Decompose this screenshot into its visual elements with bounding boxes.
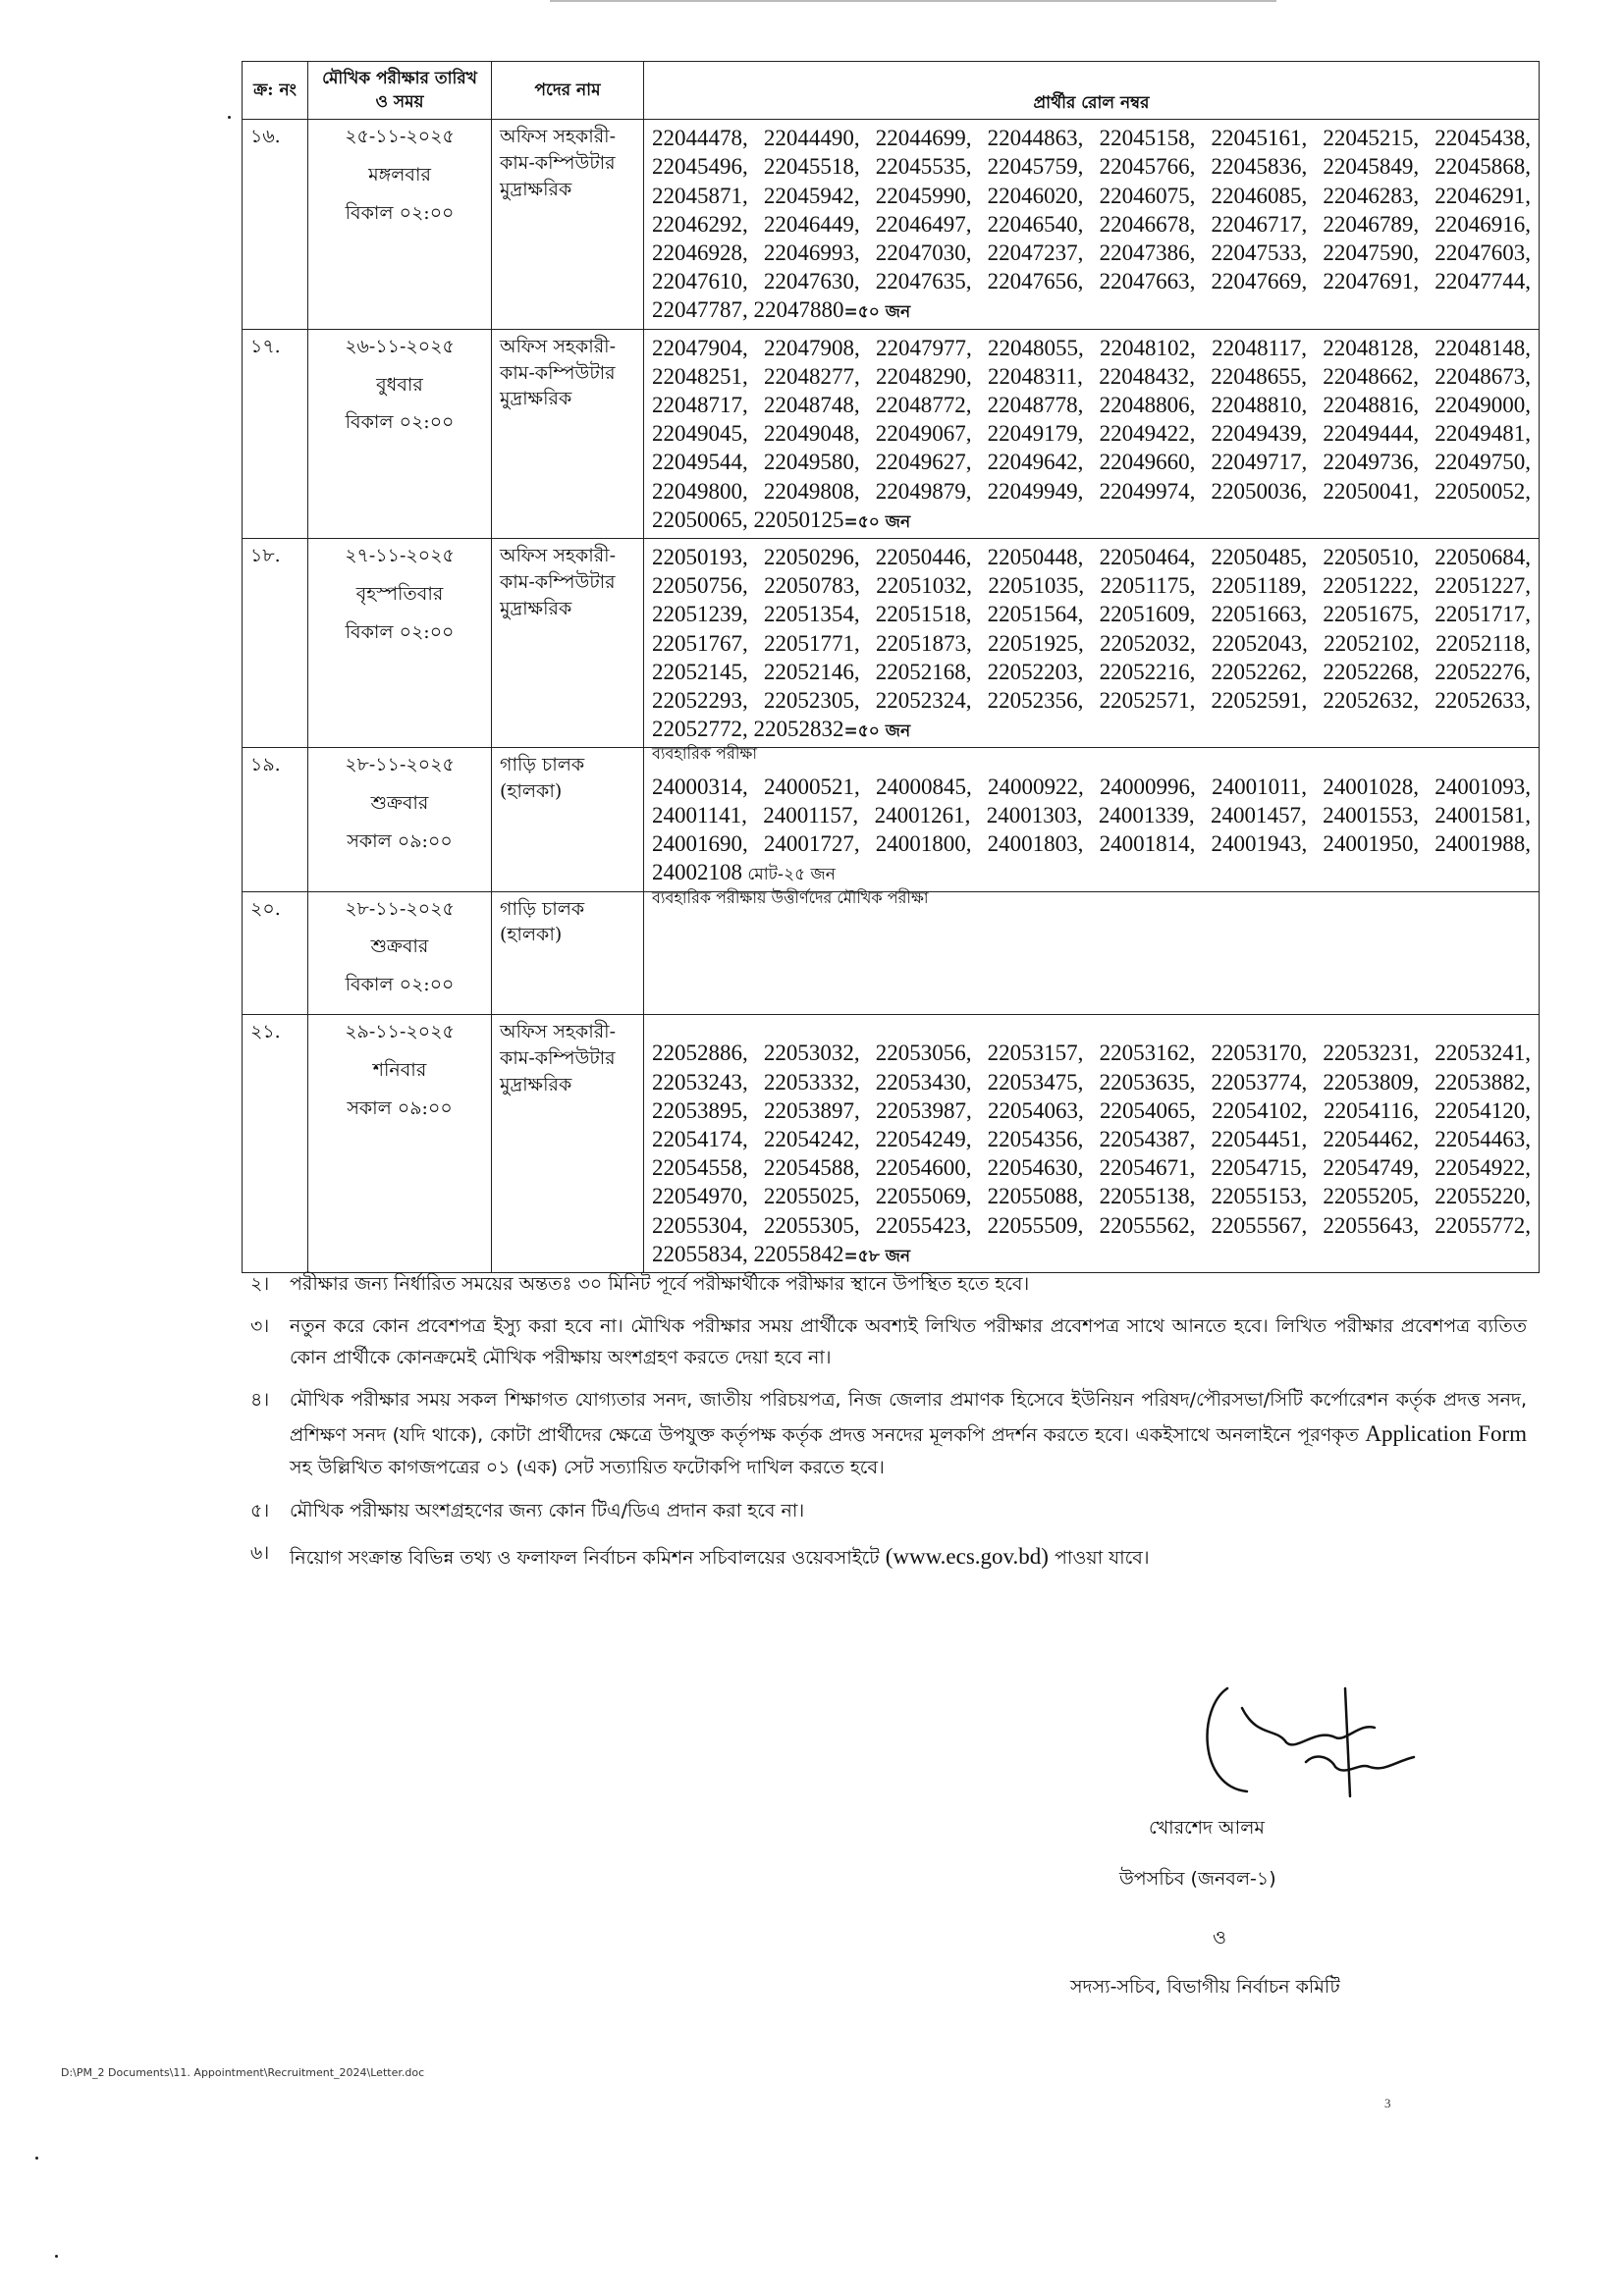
roll-total: মোট-২৫ জন xyxy=(742,865,836,885)
exam-date: ২৭-১১-২০২৫ xyxy=(345,544,455,566)
practical-exam-note: ব্যবহারিক পরীক্ষা xyxy=(652,744,757,764)
exam-date: ২৮-১১-২০২৫ xyxy=(345,897,455,920)
instruction-text xyxy=(290,1385,1527,1484)
header-post: পদের নাম xyxy=(492,62,644,120)
table-row xyxy=(243,120,1540,329)
serial-cell: ১৭. xyxy=(243,329,308,538)
instruction-item xyxy=(250,1538,1527,1575)
instruction-text: মৌখিক পরীক্ষায় অংশগ্রহণের জন্য কোন টিএ/ডিএ প্রদান করা হবে না। xyxy=(290,1499,805,1522)
instruction-text: পরীক্ষার জন্য নির্ধারিত সময়ের অন্ততঃ ৩০ মিনিট পূর্বে পরীক্ষার্থীকে পরীক্ষার স্থানে উপস্থিত হতে হবে। xyxy=(290,1273,1030,1295)
exam-date: ২৯-১১-২০২৫ xyxy=(345,1021,455,1043)
exam-time: বিকাল ০২:০০ xyxy=(345,411,455,434)
post-cell: অফিস সহকারী-কাম-কম্পিউটার মুদ্রাক্ষরিক xyxy=(492,329,644,538)
post-cell: অফিস সহকারী-কাম-কম্পিউটার মুদ্রাক্ষরিক xyxy=(492,538,644,747)
instruction-item xyxy=(250,1496,1527,1526)
scan-speck xyxy=(55,2255,58,2258)
exam-time: বিকাল ০২:০০ xyxy=(345,620,455,643)
post-cell: অফিস সহকারী-কাম-কম্পিউটার মুদ্রাক্ষরিক xyxy=(492,120,644,329)
exam-time: সকাল ০৯:০০ xyxy=(347,1097,453,1120)
instruction-text-part: সহ উল্লিখিত কাগজপত্রের ০১ (এক) সেট সত্যায়িত ফটোকপি দাখিল করতে হবে। xyxy=(290,1457,885,1479)
exam-time: সকাল ০৯:০০ xyxy=(347,830,453,853)
signatory-name: খোরশেদ আলম xyxy=(1149,1817,1265,1839)
rolls-cell xyxy=(644,887,1540,1015)
scan-edge-line xyxy=(550,0,1276,2)
exam-day: শুক্রবার xyxy=(370,792,429,815)
post-cell: অফিস সহকারী-কাম-কম্পিউটার মুদ্রাক্ষরিক xyxy=(492,1015,644,1273)
scan-speck xyxy=(35,2157,38,2160)
website-link[interactable]: (www.ecs.gov.bd) xyxy=(885,1544,1049,1569)
instruction-item xyxy=(250,1385,1527,1484)
exam-time: বিকাল ০২:০০ xyxy=(345,202,455,225)
date-time-cell xyxy=(308,891,492,1015)
instruction-number: ৩। xyxy=(250,1315,270,1338)
signatory-designation: উপসচিব (জনবল-১) xyxy=(1119,1868,1276,1890)
handwritten-signature-icon xyxy=(1188,1669,1443,1806)
date-time-cell xyxy=(308,538,492,747)
instruction-text: নতুন করে কোন প্রবেশপত্র ইস্যু করা হবে না। মৌখিক পরীক্ষার সময় প্রার্থীকে অবশ্যই লিখিত পরীক্ষার প্রবেশপত্র সাথে আনতে হবে। লিখিত পরীক্ষার প্রবেশপত্র ব্যতিত কোন প্রার্থীকে কোনক্রমেই মৌখিক পরীক্ষায় অংশগ্রহণ করতে দেয়া হবে না। xyxy=(290,1315,1527,1368)
table-row xyxy=(243,329,1540,538)
header-serial: ক্র: নং xyxy=(243,62,308,120)
exam-day: শুক্রবার xyxy=(370,935,429,958)
instruction-text xyxy=(290,1538,1527,1575)
roll-numbers: 22050193, 22050296, 22050446, 22050448, 22050464, 22050485, 22050510, 22050684, 22050756, 22050783, 22051032, 22051035, 22051175, 22051189, 22051222, 22051227, 22051239, 22051354, 22051518, 22051564, 22051609, 22051663, 22051675, 22051717, 22051767, 22051771, 22051873, 22051925, 22052032, 22052043, 22052102, 22052118, 22052145, 22052146, 22052168, 22052203, 22052216, 22052262, 22052268, 22052276, 22052293, 22052305, 22052324, 22052356, 22052571, 22052591, 22052632, 22052633, 22052772, 22052832 xyxy=(652,544,1531,742)
header-rolls: প্রার্থীর রোল নম্বর xyxy=(644,62,1540,120)
table-row xyxy=(243,891,1540,1015)
exam-time: বিকাল ০২:০০ xyxy=(345,974,455,996)
signatory-conjunction: ও xyxy=(1213,1927,1226,1949)
exam-day: মঙ্গলবার xyxy=(368,164,431,187)
application-form-term: Application Form xyxy=(1365,1421,1527,1447)
instruction-text-part: পাওয়া যাবে। xyxy=(1048,1547,1150,1569)
roll-total: =৫৮ জন xyxy=(843,1246,911,1266)
serial-cell: ১৮. xyxy=(243,538,308,747)
instruction-item xyxy=(250,1269,1527,1300)
scan-speck xyxy=(228,116,231,119)
serial-cell: ২০. xyxy=(243,891,308,1015)
exam-day: বৃহস্পতিবার xyxy=(355,582,444,605)
rolls-cell xyxy=(644,1015,1540,1273)
post-cell: গাড়ি চালক (হালকা) xyxy=(492,891,644,1015)
rolls-cell xyxy=(644,120,1540,329)
instruction-number: ৫। xyxy=(250,1499,270,1522)
instruction-number: ৪। xyxy=(250,1389,270,1412)
roll-numbers: 22044478, 22044490, 22044699, 22044863, 22045158, 22045161, 22045215, 22045438, 22045496, 22045518, 22045535, 22045759, 22045766, 22045836, 22045849, 22045868, 22045871, 22045942, 22045990, 22046020, 22046075, 22046085, 22046283, 22046291, 22046292, 22046449, 22046497, 22046540, 22046678, 22046717, 22046789, 22046916, 22046928, 22046993, 22047030, 22047237, 22047386, 22047533, 22047590, 22047603, 22047610, 22047630, 22047635, 22047656, 22047663, 22047669, 22047691, 22047744, 22047787, 22047880 xyxy=(652,126,1531,323)
rolls-cell xyxy=(644,744,1540,891)
date-time-cell xyxy=(308,329,492,538)
header-date-time: মৌখিক পরীক্ষার তারিখ ও সময় xyxy=(308,62,492,120)
exam-day: বুধবার xyxy=(376,373,423,396)
rolls-cell xyxy=(644,329,1540,538)
serial-cell: ১৬. xyxy=(243,120,308,329)
roll-total: =৫০ জন xyxy=(843,511,911,532)
instruction-number: ২। xyxy=(250,1273,270,1295)
instruction-text-part: মৌখিক পরীক্ষার সময় সকল শিক্ষাগত যোগ্যতার সনদ, জাতীয় পরিচয়পত্র, নিজ জেলার প্রমাণক হিসেবে ইউনিয়ন পরিষদ/পৌরসভা/সিটি কর্পোরেশন কর্তৃক প্রদত্ত সনদ, প্রশিক্ষণ সনদ (যদি থাকে), কোটা প্রার্থীদের ক্ষেত্রে উপযুক্ত কর্তৃপক্ষ কর্তৃক প্রদত্ত সনদের মূলকপি প্রদর্শন করতে হবে। একইসাথে অনলাইনে পূরণকৃত xyxy=(290,1389,1527,1447)
exam-date: ২৬-১১-২০২৫ xyxy=(345,335,455,357)
exam-date: ২৮-১১-২০২৫ xyxy=(345,754,455,776)
table-row xyxy=(243,748,1540,891)
exam-day: শনিবার xyxy=(372,1059,427,1082)
rolls-cell xyxy=(644,538,1540,747)
date-time-cell xyxy=(308,120,492,329)
instructions-list xyxy=(250,1269,1527,1587)
exam-date: ২৫-১১-২০২৫ xyxy=(345,126,455,148)
serial-cell: ১৯. xyxy=(243,748,308,891)
signatory-role: সদস্য-সচিব, বিভাগীয় নির্বাচন কমিটি xyxy=(1070,1976,1340,1998)
instruction-number: ৬। xyxy=(250,1542,270,1564)
roll-numbers: 24000314, 24000521, 24000845, 24000922, 24000996, 24001011, 24001028, 24001093, 24001141, 24001157, 24001261, 24001303, 24001339, 24001457, 24001553, 24001581, 24001690, 24001727, 24001800, 24001803, 24001814, 24001943, 24001950, 24001988, 24002108 xyxy=(652,774,1531,885)
date-time-cell xyxy=(308,1015,492,1273)
instruction-text-part: নিয়োগ সংক্রান্ত বিভিন্ন তথ্য ও ফলাফল নির্বাচন কমিশন সচিবালয়ের ওয়েবসাইটে xyxy=(290,1547,886,1569)
roll-numbers: 22052886, 22053032, 22053056, 22053157, 22053162, 22053170, 22053231, 22053241, 22053243, 22053332, 22053430, 22053475, 22053635, 22053774, 22053809, 22053882, 22053895, 22053897, 22053987, 22054063, 22054065, 22054102, 22054116, 22054120, 22054174, 22054242, 22054249, 22054356, 22054387, 22054451, 22054462, 22054463, 22054558, 22054588, 22054600, 22054630, 22054671, 22054715, 22054749, 22054922, 22054970, 22055025, 22055069, 22055088, 22055138, 22055153, 22055205, 22055220, 22055304, 22055305, 22055423, 22055509, 22055562, 22055567, 22055643, 22055772, 22055834, 22055842 xyxy=(652,1041,1531,1266)
page-number: 3 xyxy=(1384,2096,1391,2110)
roll-total: =৫০ জন xyxy=(843,721,911,742)
serial-cell: ২১. xyxy=(243,1015,308,1273)
instruction-item xyxy=(250,1311,1527,1373)
footer-file-path: D:\PM_2 Documents\11. Appointment\Recruitment_2024\Letter.doc xyxy=(61,2066,425,2079)
table-row xyxy=(243,1015,1540,1273)
table-header-row xyxy=(243,62,1540,120)
roll-numbers: 22047904, 22047908, 22047977, 22048055, 22048102, 22048117, 22048128, 22048148, 22048251, 22048277, 22048290, 22048311, 22048432, 22048655, 22048662, 22048673, 22048717, 22048748, 22048772, 22048778, 22048806, 22048810, 22048816, 22049000, 22049045, 22049048, 22049067, 22049179, 22049422, 22049439, 22049444, 22049481, 22049544, 22049580, 22049627, 22049642, 22049660, 22049717, 22049736, 22049750, 22049800, 22049808, 22049879, 22049949, 22049974, 22050036, 22050041, 22050052, 22050065, 22050125 xyxy=(652,335,1531,532)
date-time-cell xyxy=(308,748,492,891)
table-row xyxy=(243,538,1540,747)
viva-note: ব্যবহারিক পরীক্ষায় উত্তীর্ণদের মৌখিক পরীক্ষা xyxy=(652,887,929,907)
roll-total: =৫০ জন xyxy=(843,302,911,323)
post-cell: গাড়ি চালক (হালকা) xyxy=(492,748,644,891)
interview-schedule-table xyxy=(242,61,1540,1273)
